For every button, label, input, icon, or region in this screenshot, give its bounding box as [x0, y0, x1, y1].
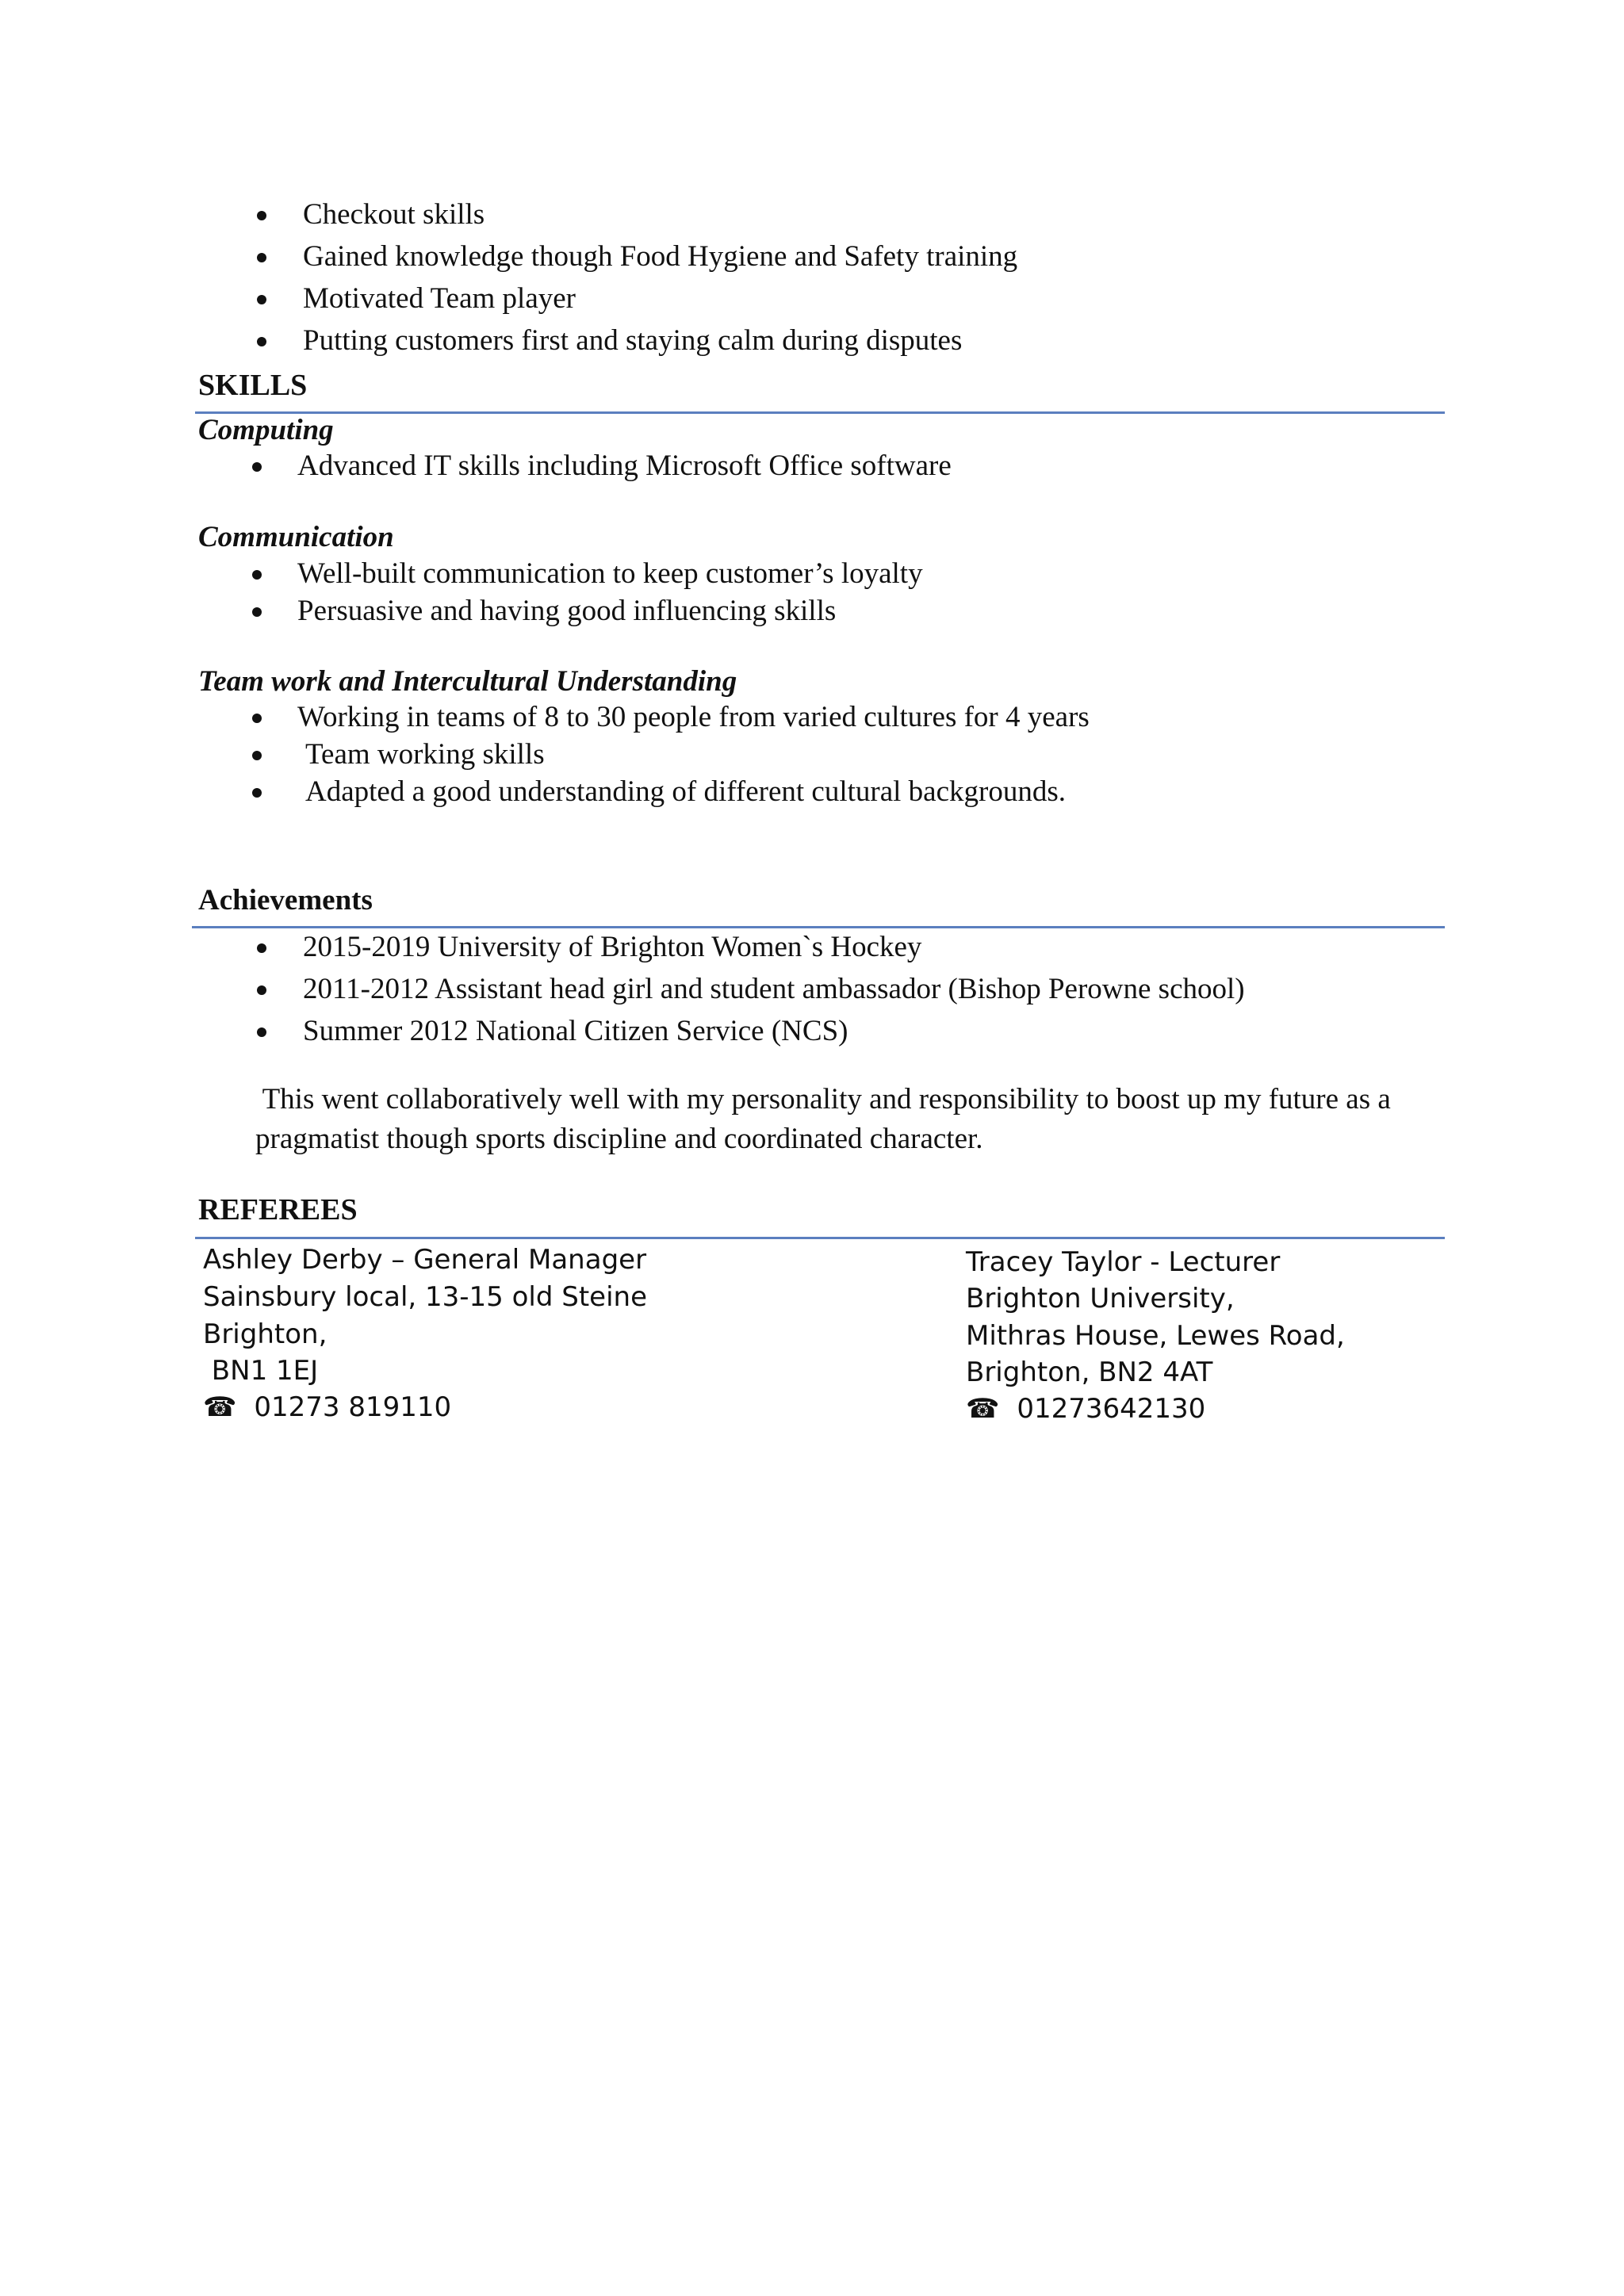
referee-phone	[203, 1391, 452, 1423]
referee-line: Sainsbury local, 13-15 old Steine	[203, 1281, 647, 1313]
list-item: 2015-2019 University of Brighton Women`s Hockey	[303, 931, 922, 963]
phone-number: 01273 819110	[254, 1391, 452, 1423]
computing-subheading: Computing	[198, 414, 334, 446]
referee-phone	[966, 1393, 1206, 1425]
list-item: Advanced IT skills including Microsoft Office software	[297, 450, 952, 482]
bullet-icon	[257, 253, 266, 262]
list-item: 2011-2012 Assistant head girl and student ambassador (Bishop Perowne school)	[303, 973, 1245, 1005]
bullet-icon	[257, 211, 266, 220]
teamwork-subheading: Team work and Intercultural Understanding	[198, 665, 737, 698]
achievements-paragraph-line: pragmatist though sports discipline and coordinated character.	[255, 1123, 983, 1155]
achievements-heading: Achievements	[198, 884, 373, 916]
bullet-icon	[257, 1027, 266, 1037]
referee-line: Brighton,	[203, 1318, 327, 1350]
bullet-icon	[252, 751, 262, 760]
phone-number: 01273642130	[1017, 1393, 1206, 1425]
list-item: Motivated Team player	[303, 282, 576, 315]
bullet-icon	[252, 714, 262, 723]
referee-line: Tracey Taylor - Lecturer	[966, 1246, 1281, 1278]
list-item: Checkout skills	[303, 198, 485, 231]
phone-icon: ☎	[966, 1393, 1000, 1425]
bullet-icon	[257, 985, 266, 995]
list-item: Gained knowledge though Food Hygiene and Safety training	[303, 240, 1018, 273]
referee-line: Brighton University,	[966, 1283, 1235, 1314]
bullet-icon	[252, 570, 262, 580]
referee-line: Ashley Derby – General Manager	[203, 1244, 647, 1276]
bullet-icon	[257, 295, 266, 304]
communication-subheading: Communication	[198, 521, 394, 553]
bullet-icon	[257, 943, 266, 953]
referees-heading: REFEREES	[198, 1193, 358, 1226]
bullet-icon	[252, 788, 262, 798]
phone-icon: ☎	[203, 1391, 237, 1423]
list-item: Working in teams of 8 to 30 people from varied cultures for 4 years	[297, 701, 1090, 733]
achievements-paragraph-line: This went collaboratively well with my personality and responsibility to boost up my future as a	[255, 1083, 1391, 1115]
referee-line: Mithras House, Lewes Road,	[966, 1320, 1345, 1352]
skills-heading: SKILLS	[198, 369, 308, 402]
list-item: Summer 2012 National Citizen Service (NCS)	[303, 1015, 848, 1047]
list-item: Persuasive and having good influencing skills	[297, 595, 837, 627]
bullet-icon	[257, 337, 266, 346]
referee-line: BN1 1EJ	[203, 1355, 319, 1387]
section-divider	[195, 411, 1445, 414]
referee-line: Brighton, BN2 4AT	[966, 1357, 1213, 1388]
list-item: Adapted a good understanding of different cultural backgrounds.	[305, 775, 1066, 808]
section-divider	[195, 1237, 1445, 1239]
bullet-icon	[252, 462, 262, 472]
list-item: Well-built communication to keep customer’s loyalty	[297, 557, 923, 590]
section-divider	[192, 926, 1445, 928]
list-item: Team working skills	[305, 738, 545, 771]
bullet-icon	[252, 607, 262, 617]
list-item: Putting customers first and staying calm during disputes	[303, 324, 963, 357]
